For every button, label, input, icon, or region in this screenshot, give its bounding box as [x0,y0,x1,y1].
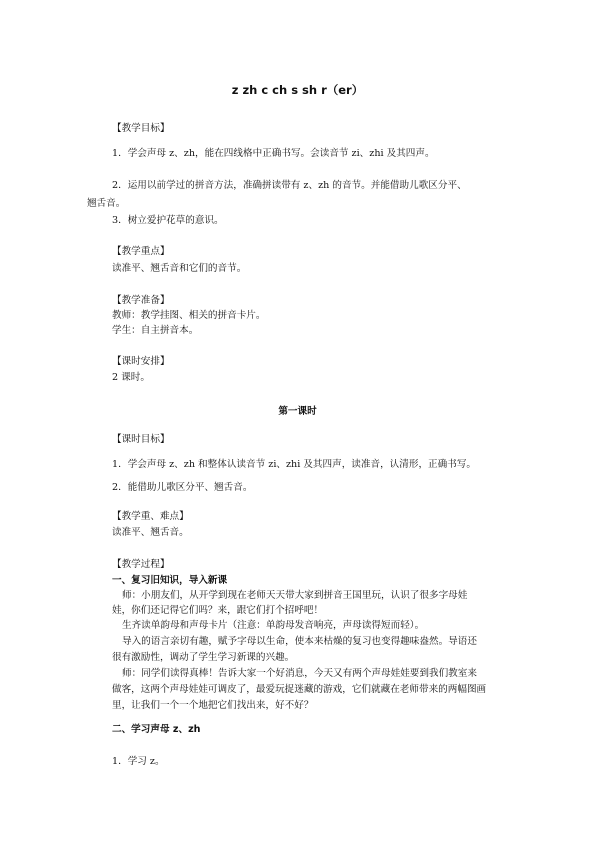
process-paragraph-3-line-1: 导入的语言亲切有趣，赋予字母以生命，使本来枯燥的复习也变得趣味盎然。导语还 [122,636,477,647]
preparation-heading: 【教学准备】 [112,295,170,306]
process-paragraph-2: 生齐读单韵母和声母卡片（注意：单韵母发音响亮，声母读得短而轻）。 [122,620,425,631]
lesson-goal-item-1: 1．学会声母 z、zh 和整体认读音节 zi、zhi 及其四声，读准音，认清形，正确书写。 [112,459,477,470]
process-part-2-title: 二、学习声母 z、zh [112,724,201,735]
document-title: z zh c ch s sh r（er） [231,83,364,97]
preparation-teacher: 教师：教学挂图、相关的拼音卡片。 [112,310,266,321]
key-points-heading: 【教学重点】 [112,246,170,257]
process-paragraph-4-line-2: 做客，这两个声母娃娃可调皮了，最爱玩捉迷藏的游戏，它们就藏在老师带来的两幅图画 [112,684,487,695]
process-paragraph-1-line-1: 师：小朋友们，从开学到现在老师天天带大家到拼音王国里玩，认识了很多字母娃 [122,590,468,601]
goal-item-1: 1．学会声母 z、zh，能在四线格中正确书写。会读音节 zi、zhi 及其四声。 [112,148,435,159]
process-paragraph-1-line-2: 娃，你们还记得它们吗？来，跟它们打个招呼吧！ [112,605,324,616]
goal-item-3: 3．树立爱护花草的意识。 [112,215,224,226]
schedule-heading: 【课时安排】 [112,356,170,367]
difficulties-text: 读准平、翘舌音。 [112,527,189,538]
goal-item-2-line-2: 翘舌音。 [87,198,126,209]
process-part-1-title: 一、复习旧知识，导入新课 [112,575,228,586]
process-paragraph-4-line-1: 师：同学们读得真棒！告诉大家一个好消息，今天又有两个声母娃娃要到我们教室来 [122,668,477,679]
schedule-text: 2 课时。 [112,372,150,383]
goal-item-2-line-1: 2．运用以前学过的拼音方法，准确拼读带有 z、zh 的音节。并能借助儿歌区分平、 [112,180,467,191]
process-part-2-item-1: 1．学习 z。 [112,756,165,767]
lesson-goals-heading: 【课时目标】 [112,434,170,445]
difficulties-heading: 【教学重、难点】 [112,511,189,522]
lesson-goal-item-2: 2．能借助儿歌区分平、翘舌音。 [112,482,253,493]
key-points-text: 读准平、翘舌音和它们的音节。 [112,263,247,274]
process-heading: 【教学过程】 [112,559,170,570]
process-paragraph-3-line-2: 很有激励性，调动了学生学习新课的兴趣。 [112,652,295,663]
process-paragraph-4-line-3: 里，让我们一个一个地把它们找出来，好不好？ [112,700,314,711]
lesson-title: 第一课时 [278,406,317,417]
teaching-goals-heading: 【教学目标】 [112,123,170,134]
preparation-student: 学生：自主拼音本。 [112,325,199,336]
